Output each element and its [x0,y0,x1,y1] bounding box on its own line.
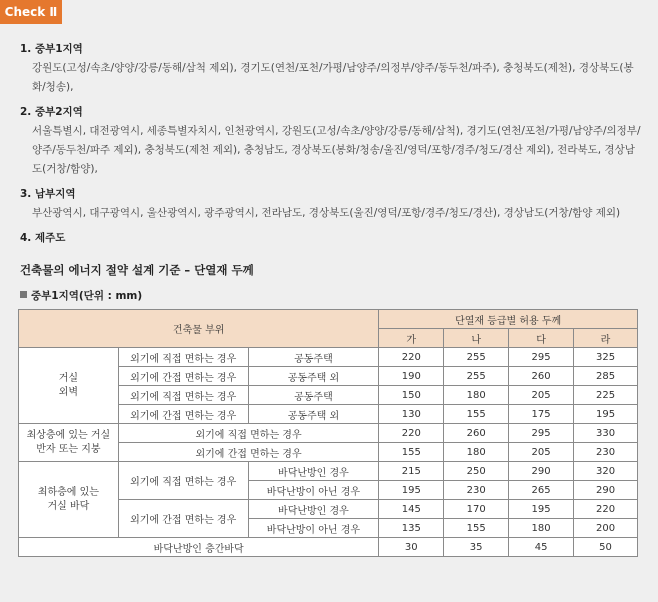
table-caption-text: 중부1지역(단위 : mm) [31,290,143,302]
value-cell: 205 [509,386,574,405]
insulation-table [18,309,638,557]
exposure-cell: 외기에 간접 면하는 경우 [118,367,248,386]
value-cell: 220 [574,500,638,519]
value-cell: 230 [574,443,638,462]
value-cell: 130 [379,405,444,424]
value-cell: 35 [444,538,509,557]
value-cell: 175 [509,405,574,424]
value-cell: 225 [574,386,638,405]
table-row [19,424,638,443]
value-cell: 220 [379,424,444,443]
region-1-title: 1. 중부1지역 [20,43,83,55]
exposure-cell: 외기에 직접 면하는 경우 [118,348,248,367]
check-tab: Check Ⅱ [0,0,62,24]
value-cell: 180 [444,443,509,462]
region-4-title: 4. 제주도 [20,232,66,244]
type-cell: 바닥난방인 경우 [248,462,379,481]
value-cell: 50 [574,538,638,557]
value-cell: 205 [509,443,574,462]
table-row [19,462,638,481]
value-cell: 180 [444,386,509,405]
grade-label: 가 [379,329,444,348]
interfloor-label: 바닥난방인 층간바닥 [19,538,379,557]
region-3-title: 3. 남부지역 [20,188,76,200]
value-cell: 320 [574,462,638,481]
value-cell: 30 [379,538,444,557]
value-cell: 330 [574,424,638,443]
table-row [19,348,638,367]
type-cell: 공동주택 [248,348,379,367]
region-2-body: 서울특별시, 대전광역시, 세종특별자치시, 인천광역시, 강원도(고성/속초/양양/강릉/동해/삼척), 경기도(연천/포천/가평/남양주/의정부/양주/동두천/파주 제외), 충청북도(제천 제외), 충청남도, 경상북도(봉화/청송/울진/영덕/포항/경주/청도/경산 제외), 전라북도, 경상남도(거창/함양), [32,125,641,175]
value-cell: 195 [574,405,638,424]
floor-label: 최하층에 있는 거실 바닥 [19,462,119,538]
square-bullet-icon [20,291,27,298]
type-cell: 바닥난방이 아닌 경우 [248,481,379,500]
value-cell: 230 [444,481,509,500]
exposure-cell: 외기에 직접 면하는 경우 [118,462,248,500]
table-caption [20,288,142,303]
exposure-cell: 외기에 간접 면하는 경우 [118,405,248,424]
value-cell: 215 [379,462,444,481]
value-cell: 190 [379,367,444,386]
value-cell: 155 [379,443,444,462]
value-cell: 250 [444,462,509,481]
value-cell: 220 [379,348,444,367]
value-cell: 200 [574,519,638,538]
value-cell: 290 [574,481,638,500]
value-cell: 295 [509,424,574,443]
table-row [19,538,638,557]
value-cell: 260 [509,367,574,386]
region-1-body: 강원도(고성/속초/양양/강릉/동해/삼척 제외), 경기도(연천/포천/가평/남양주/의정부/양주/동두천/파주), 충청북도(제천), 경상북도(봉화/청송), [32,62,634,93]
type-cell: 바닥난방인 경우 [248,500,379,519]
type-cell: 공동주택 외 [248,405,379,424]
value-cell: 135 [379,519,444,538]
section-title: 건축물의 에너지 절약 설계 기준 – 단열재 두께 [20,263,254,277]
value-cell: 180 [509,519,574,538]
value-cell: 45 [509,538,574,557]
value-cell: 170 [444,500,509,519]
value-cell: 195 [379,481,444,500]
grade-label: 라 [574,329,638,348]
wall-label: 거실 외벽 [19,348,119,424]
exposure-cell: 외기에 간접 면하는 경우 [118,500,248,538]
exposure-cell: 외기에 간접 면하는 경우 [118,443,379,462]
value-cell: 255 [444,348,509,367]
part-header: 건축물 부위 [19,310,379,348]
value-cell: 195 [509,500,574,519]
value-cell: 325 [574,348,638,367]
type-cell: 공동주택 [248,386,379,405]
region-3-body: 부산광역시, 대구광역시, 울산광역시, 광주광역시, 전라남도, 경상북도(울진/영덕/포항/경주/청도/경산), 경상남도(거창/함양 제외) [32,207,621,219]
value-cell: 295 [509,348,574,367]
value-cell: 255 [444,367,509,386]
grade-label: 다 [509,329,574,348]
value-cell: 290 [509,462,574,481]
region-list [20,40,642,248]
region-2-title: 2. 중부2지역 [20,106,83,118]
type-cell: 바닥난방이 아닌 경우 [248,519,379,538]
table-header-row [19,310,638,329]
value-cell: 260 [444,424,509,443]
value-cell: 155 [444,405,509,424]
value-cell: 265 [509,481,574,500]
roof-label: 최상층에 있는 거실 반자 또는 지붕 [19,424,119,462]
value-cell: 145 [379,500,444,519]
grade-header: 단열재 등급별 허용 두께 [379,310,638,329]
value-cell: 150 [379,386,444,405]
grade-label: 나 [444,329,509,348]
value-cell: 285 [574,367,638,386]
exposure-cell: 외기에 직접 면하는 경우 [118,424,379,443]
type-cell: 공동주택 외 [248,367,379,386]
value-cell: 155 [444,519,509,538]
exposure-cell: 외기에 직접 면하는 경우 [118,386,248,405]
